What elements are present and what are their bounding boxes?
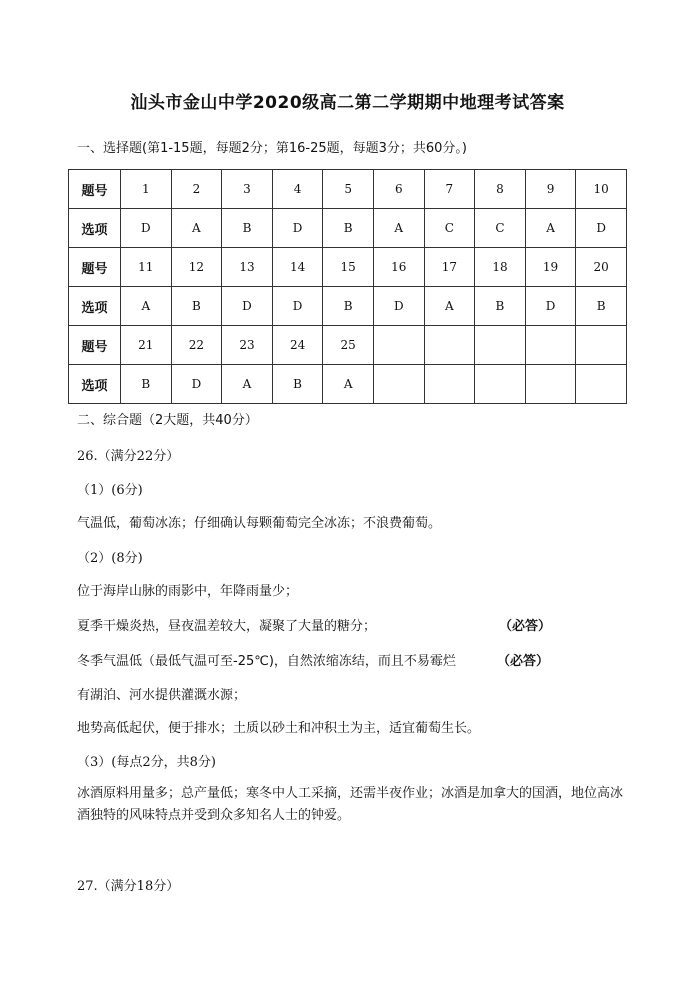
table-cell: 15: [323, 248, 374, 287]
row-header-cell: 题号: [69, 326, 121, 365]
table-cell: 9: [525, 170, 576, 209]
table-cell: C: [424, 209, 475, 248]
table-cell: 6: [373, 170, 424, 209]
table-cell: D: [272, 209, 323, 248]
row-header-cell: 题号: [69, 248, 121, 287]
table-cell: D: [525, 287, 576, 326]
table-cell: [424, 365, 475, 404]
table-cell: [576, 326, 627, 365]
q26-part2-line: 位于海岸山脉的雨影中，年降雨量少；: [77, 584, 299, 599]
table-cell: A: [222, 365, 273, 404]
table-cell: B: [323, 209, 374, 248]
table-cell: B: [121, 365, 172, 404]
row-header-cell: 题号: [69, 170, 121, 209]
table-cell: B: [171, 287, 222, 326]
table-cell: 19: [525, 248, 576, 287]
table-cell: 3: [222, 170, 273, 209]
answer-choice-row: [69, 365, 627, 404]
table-cell: A: [525, 209, 576, 248]
q26-part2-line: 冬季气温低（最低气温可至-25℃)，自然浓缩冻结，而且不易霉烂: [77, 654, 456, 669]
table-cell: 10: [576, 170, 627, 209]
table-cell: 7: [424, 170, 475, 209]
table-cell: D: [171, 365, 222, 404]
table-cell: 20: [576, 248, 627, 287]
q26-part2-label: （2）(8分): [77, 551, 143, 566]
q26-part2-line: 夏季干燥炎热，昼夜温差较大，凝聚了大量的糖分；: [77, 619, 377, 634]
row-header-cell: 选项: [69, 287, 121, 326]
table-cell: B: [222, 209, 273, 248]
section-2-heading: 二、综合题（2大题，共40分）: [77, 413, 258, 428]
table-cell: B: [272, 365, 323, 404]
table-cell: A: [373, 209, 424, 248]
question-number-row: [69, 248, 627, 287]
q26-part2-line: 有湖泊、河水提供灌溉水源；: [77, 688, 247, 703]
table-cell: 21: [121, 326, 172, 365]
q26-part1-answer: 气温低，葡萄冰冻；仔细确认每颗葡萄完全冰冻；不浪费葡萄。: [77, 516, 442, 531]
table-cell: 13: [222, 248, 273, 287]
table-cell: [373, 326, 424, 365]
table-cell: [475, 326, 526, 365]
table-cell: 4: [272, 170, 323, 209]
table-cell: D: [576, 209, 627, 248]
table-cell: 12: [171, 248, 222, 287]
table-cell: A: [121, 287, 172, 326]
table-cell: 1: [121, 170, 172, 209]
table-cell: 23: [222, 326, 273, 365]
table-cell: [525, 365, 576, 404]
answer-choice-row: [69, 287, 627, 326]
page-title: 汕头市金山中学2020级高二第二学期期中地理考试答案: [130, 93, 565, 113]
table-cell: D: [222, 287, 273, 326]
table-cell: [475, 365, 526, 404]
q26-part3-answer: 冰酒原料用量多；总产量低；寒冬中人工采摘，还需半夜作业；冰酒是加拿大的国酒，地位高冰酒独特的风味特点并受到众多知名人士的钟爱。: [77, 786, 624, 823]
table-cell: B: [576, 287, 627, 326]
table-cell: [424, 326, 475, 365]
q26-part2-line: 地势高低起伏，便于排水；土质以砂土和冲积土为主，适宜葡萄生长。: [77, 721, 481, 736]
section-1-heading: 一、选择题(第1-15题，每题2分；第16-25题，每题3分；共60分。): [77, 141, 468, 156]
table-cell: 11: [121, 248, 172, 287]
table-cell: A: [424, 287, 475, 326]
table-cell: D: [373, 287, 424, 326]
answer-choice-row: [69, 209, 627, 248]
required-note: （必答）: [497, 654, 550, 669]
table-cell: 22: [171, 326, 222, 365]
table-cell: 2: [171, 170, 222, 209]
q27-heading: 27.（满分18分）: [77, 879, 180, 894]
answer-table: [68, 169, 627, 404]
table-cell: [576, 365, 627, 404]
table-cell: 5: [323, 170, 374, 209]
q26-part1-label: （1）(6分): [77, 483, 143, 498]
table-cell: 14: [272, 248, 323, 287]
q26-heading: 26.（满分22分）: [77, 449, 180, 464]
question-number-row: [69, 170, 627, 209]
row-header-cell: 选项: [69, 365, 121, 404]
table-cell: B: [323, 287, 374, 326]
required-note: （必答）: [499, 619, 552, 634]
table-cell: C: [475, 209, 526, 248]
table-cell: 8: [475, 170, 526, 209]
table-cell: [373, 365, 424, 404]
table-cell: 18: [475, 248, 526, 287]
table-cell: 25: [323, 326, 374, 365]
row-header-cell: 选项: [69, 209, 121, 248]
table-cell: 17: [424, 248, 475, 287]
table-cell: 24: [272, 326, 323, 365]
table-cell: D: [272, 287, 323, 326]
table-cell: D: [121, 209, 172, 248]
question-number-row: [69, 326, 627, 365]
table-cell: B: [475, 287, 526, 326]
table-cell: 16: [373, 248, 424, 287]
table-cell: [525, 326, 576, 365]
q26-part3-label: （3）(每点2分，共8分): [77, 755, 216, 770]
table-cell: A: [323, 365, 374, 404]
table-cell: A: [171, 209, 222, 248]
